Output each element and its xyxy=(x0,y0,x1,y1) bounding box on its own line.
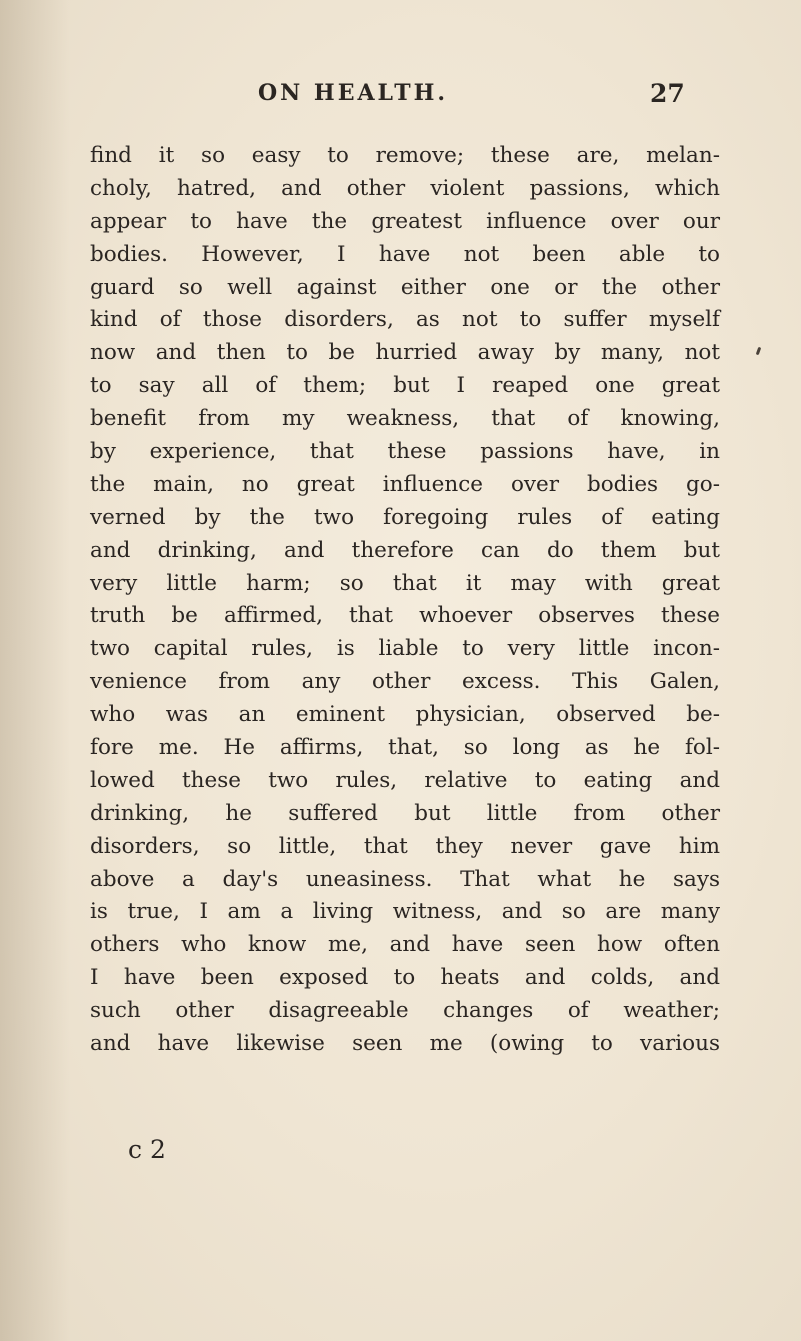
text-line: kind of those disorders, as not to suffer myself xyxy=(90,307,720,333)
text-line: drinking, he suffered but little from other xyxy=(90,800,720,826)
text-line: such other disagreeable changes of weather; xyxy=(90,998,720,1024)
text-line: to say all of them; but I reaped one great xyxy=(90,373,720,399)
page-number: 27 xyxy=(650,79,685,108)
text-line: above a day's uneasiness. That what he says xyxy=(90,866,720,892)
text-line: who was an eminent physician, observed be- xyxy=(90,702,720,728)
page-edge-shadow xyxy=(0,0,70,1341)
text-line: choly, hatred, and other violent passions, which xyxy=(90,175,720,201)
ink-speck xyxy=(756,347,762,356)
text-line: verned by the two foregoing rules of eating xyxy=(90,504,720,530)
text-line: find it so easy to remove; these are, melan- xyxy=(90,143,720,168)
body-text xyxy=(90,140,720,1061)
signature-mark: c 2 xyxy=(128,1135,166,1164)
text-line: now and then to be hurried away by many, not xyxy=(90,340,720,366)
text-line: and drinking, and therefore can do them but xyxy=(90,537,720,563)
text-line: bodies. However, I have not been able to xyxy=(90,241,720,267)
running-head xyxy=(0,80,801,120)
text-line: two capital rules, is liable to very little incon- xyxy=(90,636,720,662)
text-line: is true, I am a living witness, and so are many xyxy=(90,899,720,925)
text-line: truth be affirmed, that whoever observes these xyxy=(90,603,720,629)
text-line: disorders, so little, that they never gave him xyxy=(90,833,720,859)
text-line: by experience, that these passions have, in xyxy=(90,439,720,465)
text-line: I have been exposed to heats and colds, and xyxy=(90,965,720,991)
text-line: very little harm; so that it may with great xyxy=(90,570,720,596)
text-line: guard so well against either one or the other xyxy=(90,274,720,300)
text-line: the main, no great influence over bodies go- xyxy=(90,471,720,497)
text-line: fore me. He affirms, that, so long as he fol- xyxy=(90,735,720,761)
text-line: venience from any other excess. This Galen, xyxy=(90,669,720,695)
text-line: appear to have the greatest influence over our xyxy=(90,208,720,234)
header-title: ON HEALTH. xyxy=(258,80,449,106)
text-line: others who know me, and have seen how often xyxy=(90,932,720,958)
text-line: lowed these two rules, relative to eating and xyxy=(90,767,720,793)
text-line: and have likewise seen me (owing to various xyxy=(90,1031,720,1057)
text-line: benefit from my weakness, that of knowing, xyxy=(90,406,720,432)
